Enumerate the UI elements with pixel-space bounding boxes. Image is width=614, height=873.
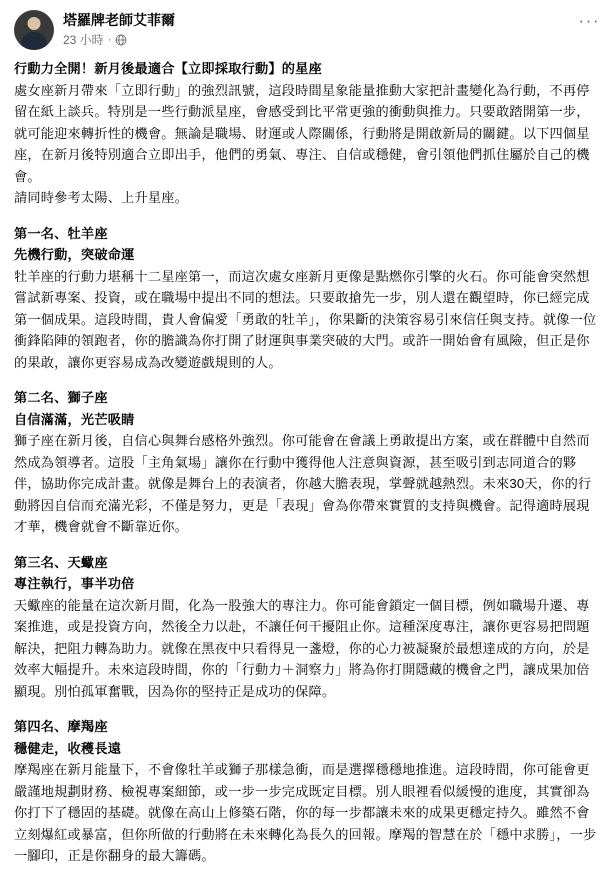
post-meta — [63, 32, 175, 48]
post-paragraph: 第三名、天蠍座 — [14, 554, 108, 570]
globe-icon — [115, 34, 127, 46]
post-more-options-button[interactable]: ··· — [578, 11, 600, 30]
avatar-head-shape — [28, 17, 41, 30]
post-author-name[interactable]: 塔羅牌老師艾菲爾 — [63, 12, 175, 28]
post-header — [14, 10, 600, 50]
post-author-block — [63, 10, 175, 48]
post-paragraph: 第二名、獅子座 — [14, 390, 108, 405]
post-paragraph: 獅子座在新月後，自信心與舞台感格外強烈。你可能會在會議上勇敢提出方案，或在群體中自然而然成為領導者。這股「主角氣場」讓你在行動中獲得他人注意與資源，甚至吸引到志同道合的夥伴，協助你完成計畫。就像是舞台上的表演者，你越大膽表現，掌聲就越熱烈。未來30天，你的行動將因自信而充滿光彩，不僅是努力，更是「表現」會為你帶來實質的支持與機會。記得適時展現才華，機會就會不斷靠近你。 — [14, 433, 592, 534]
avatar[interactable] — [14, 10, 54, 50]
post-paragraph: 牡羊座的行動力堪稱十二星座第一，而這次處女座新月更像是點燃你引擎的火石。你可能會突然想嘗試新專案、投資，或在職場中提出不同的想法。只要敢搶先一步，別人還在觀望時，你已經完成第一個成果。這段時間，貴人會偏愛「勇敢的牡羊」，你果斷的決策容易引來信任與支持。就像一位衝鋒陷陣的領跑者，你的膽識為你打開了財運與事業突破的大門。或許一開始會有風險，但正是你的果敢，讓你更容易成為改變遊戲規則的人。 — [14, 268, 597, 370]
post-paragraph: 專注執行，事半功倍 — [14, 576, 135, 591]
post-paragraph: 先機行動，突破命運 — [14, 247, 135, 262]
post-paragraph: 處女座新月帶來「立即行動」的強烈訊號，這段時間星象能量推動大家把計畫變化為行動，不再停留在紙上談兵。特別是一些行動派星座，會感受到比平常更強的衝動與推力。只要敢踏開第一步，就可能迎來轉折性的機會。無論是職場、財運或人際關係，行動將是開啟新局的關鍵。以下四個星座，在新月後特別適合立即出手，他們的勇氣、專注、自信或穩健，會引領他們抓住屬於自己的機會。 — [14, 82, 590, 184]
post-paragraph: 摩羯座在新月能量下，不會像牡羊或獅子那樣急衝，而是選擇穩穩地推進。這段時間，你可能會更嚴謹地規劃財務、檢視專案細節，或一步一步完成既定目標。別人眼裡看似緩慢的進度，其實卻為你打下了穩固的基礎。就像在高山上修築石階，你的每一步都讓未來的成果更穩定持久。雖然不會立刻爆紅或暴富，但你所做的行動將在未來轉化為長久的回報。摩羯的智慧在於「穩中求勝」，一步一腳印，正是你翻身的最大籌碼。 — [14, 762, 597, 863]
post-paragraph: 天蠍座的能量在這次新月間，化為一股強大的專注力。你可能會鎖定一個目標，例如職場升遷、專案推進，或是投資方向，然後全力以赴，不讓任何干擾阻止你。這種深度專注，讓你更容易把問題解決，把阻力轉為助力。就像在黑夜中只看得見一盞燈，你的心力被凝聚於最想達成的方向，於是效率大幅提升。未來這段時間，你的「行動力＋洞察力」將為你打開隱藏的機會之門，讓成果加倍顯現。別怕孤軍奮戰，因為你的堅持正是成功的保障。 — [14, 597, 590, 699]
post-timestamp[interactable]: 23 小時 — [63, 33, 104, 47]
avatar-body-shape — [21, 32, 47, 50]
post-paragraph: 請同時參考太陽、上升星座。 — [14, 190, 189, 205]
post-paragraph: 第一名、牡羊座 — [14, 225, 108, 241]
post-paragraph: 行動力全開！新月後最適合【立即採取行動】的星座 — [14, 61, 322, 76]
post-paragraph: 自信滿滿，光芒吸睛 — [14, 411, 135, 427]
post-paragraph: 第四名、摩羯座 — [14, 719, 108, 734]
meta-separator-dot: · — [107, 34, 112, 46]
post-content — [14, 58, 600, 867]
post-paragraph: 穩健走，收穫長遠 — [14, 740, 122, 756]
